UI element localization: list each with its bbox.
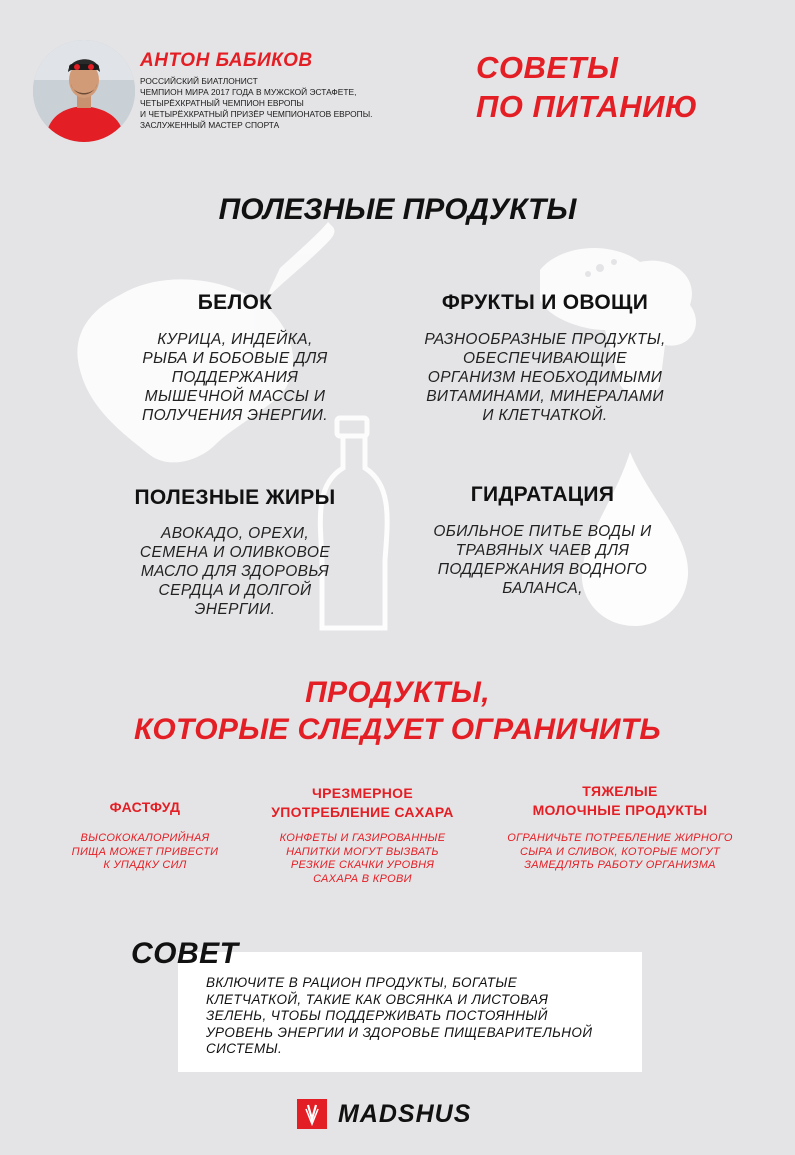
author-bio-line: ЗАСЛУЖЕННЫЙ МАСТЕР СПОРТА bbox=[140, 120, 280, 130]
desc-line: К УПАДКУ СИЛ bbox=[103, 859, 187, 871]
desc-line: ОГРАНИЧЬТЕ ПОТРЕБЛЕНИЕ ЖИРНОГО bbox=[507, 832, 733, 844]
brand-name: MADSHUS bbox=[338, 1100, 472, 1128]
desc-line: ВЫСОКОКАЛОРИЙНАЯ bbox=[80, 832, 210, 844]
limit-title-line: МОЛОЧНЫЕ ПРОДУКТЫ bbox=[532, 802, 708, 818]
tip-text bbox=[206, 975, 626, 1058]
author-bio-line: РОССИЙСКИЙ БИАТЛОНИСТ bbox=[140, 76, 258, 86]
desc-line: ТРАВЯНЫХ ЧАЕВ ДЛЯ bbox=[455, 542, 630, 559]
limit-desc-fastfood bbox=[50, 832, 240, 873]
author-avatar bbox=[33, 40, 135, 142]
author-name: АНТОН БАБИКОВ bbox=[140, 50, 313, 71]
desc-line: ОБИЛЬНОЕ ПИТЬЕ ВОДЫ И bbox=[433, 523, 652, 540]
headline-line: СОВЕТЫ bbox=[476, 50, 619, 85]
tip-line: ЗЕЛЕНЬ, ЧТОБЫ ПОДДЕРЖИВАТЬ ПОСТОЯННЫЙ bbox=[206, 1008, 548, 1023]
limit-title-line: УПОТРЕБЛЕНИЕ САХАРА bbox=[271, 804, 454, 820]
tip-line: СИСТЕМЫ. bbox=[206, 1041, 283, 1056]
category-desc-healthy-fats bbox=[100, 524, 370, 619]
desc-line: СЕМЕНА И ОЛИВКОВОЕ bbox=[139, 544, 331, 561]
limit-title-line: ЧРЕЗМЕРНОЕ bbox=[312, 785, 413, 801]
desc-line: СЕРДЦА И ДОЛГОЙ bbox=[158, 582, 312, 599]
desc-line: РЕЗКИЕ СКАЧКИ УРОВНЯ bbox=[290, 859, 435, 871]
desc-line: ОБЕСПЕЧИВАЮЩИЕ bbox=[462, 350, 628, 367]
tip-line: УРОВЕНЬ ЭНЕРГИИ И ЗДОРОВЬЕ ПИЩЕВАРИТЕЛЬНОЙ bbox=[206, 1024, 593, 1040]
desc-line: НАПИТКИ МОГУТ ВЫЗВАТЬ bbox=[286, 845, 439, 858]
author-bio-line: ЧЕМПИОН МИРА 2017 ГОДА В МУЖСКОЙ ЭСТАФЕТЕ, bbox=[140, 87, 357, 97]
limit-title-sugar bbox=[245, 784, 480, 822]
desc-line: САХАРА В КРОВИ bbox=[313, 872, 412, 885]
limit-desc-sugar bbox=[245, 832, 480, 886]
desc-line: ПОЛУЧЕНИЯ ЭНЕРГИИ. bbox=[142, 407, 328, 424]
desc-line: КОНФЕТЫ И ГАЗИРОВАННЫЕ bbox=[279, 832, 446, 844]
desc-line: АВОКАДО, ОРЕХИ, bbox=[160, 525, 310, 542]
category-desc-protein bbox=[100, 330, 370, 425]
limit-title-fastfood bbox=[50, 798, 240, 817]
category-title-healthy-fats: ПОЛЕЗНЫЕ ЖИРЫ bbox=[134, 486, 336, 509]
brand-logo-icon bbox=[297, 1099, 327, 1129]
desc-line: РЫБА И БОБОВЫЕ ДЛЯ bbox=[142, 350, 328, 367]
desc-line: БАЛАНСА, bbox=[502, 580, 583, 597]
category-title-hydration: ГИДРАТАЦИЯ bbox=[470, 483, 615, 506]
tip-line: КЛЕТЧАТКОЙ, ТАКИЕ КАК ОВСЯНКА И ЛИСТОВАЯ bbox=[206, 991, 549, 1007]
category-desc-fruits-vegetables bbox=[400, 330, 690, 425]
limit-title-line: ПРОДУКТЫ, bbox=[305, 676, 490, 709]
limit-desc-dairy bbox=[490, 832, 750, 873]
page-headline bbox=[476, 48, 698, 126]
author-bio bbox=[140, 76, 430, 131]
ski-logo-icon bbox=[297, 1099, 327, 1129]
desc-line: ЗАМЕДЛЯТЬ РАБОТУ ОРГАНИЗМА bbox=[524, 859, 716, 871]
athlete-portrait-icon bbox=[33, 40, 135, 142]
healthy-section-title: ПОЛЕЗНЫЕ ПРОДУКТЫ bbox=[218, 193, 577, 226]
desc-line: МАСЛО ДЛЯ ЗДОРОВЬЯ bbox=[140, 563, 330, 580]
author-bio-line: ЧЕТЫРЁХКРАТНЫЙ ЧЕМПИОН ЕВРОПЫ bbox=[140, 98, 304, 108]
desc-line: КУРИЦА, ИНДЕЙКА, bbox=[157, 331, 313, 348]
category-desc-hydration bbox=[400, 522, 685, 598]
author-bio-line: И ЧЕТЫРЁХКРАТНЫЙ ПРИЗЁР ЧЕМПИОНАТОВ ЕВРОПЫ. bbox=[140, 109, 373, 119]
desc-line: И КЛЕТЧАТКОЙ. bbox=[482, 407, 608, 424]
desc-line: ПИЩА МОЖЕТ ПРИВЕСТИ bbox=[71, 845, 219, 858]
desc-line: МЫШЕЧНОЙ МАССЫ И bbox=[144, 388, 326, 405]
limit-title-line: ТЯЖЕЛЫЕ bbox=[582, 783, 658, 799]
tip-title: СОВЕТ bbox=[131, 937, 239, 970]
limit-section-title bbox=[0, 674, 795, 748]
desc-line: ЭНЕРГИИ. bbox=[194, 601, 276, 618]
desc-line: ОРГАНИЗМ НЕОБХОДИМЫМИ bbox=[427, 369, 663, 386]
desc-line: ПОДДЕРЖАНИЯ ВОДНОГО bbox=[437, 561, 648, 578]
tip-line: ВКЛЮЧИТЕ В РАЦИОН ПРОДУКТЫ, БОГАТЫЕ bbox=[206, 975, 518, 990]
headline-line: ПО ПИТАНИЮ bbox=[476, 89, 698, 124]
category-title-protein: БЕЛОК bbox=[197, 291, 273, 314]
desc-line: СЫРА И СЛИВОК, КОТОРЫЕ МОГУТ bbox=[519, 845, 720, 858]
desc-line: ПОДДЕРЖАНИЯ bbox=[171, 369, 299, 386]
desc-line: ВИТАМИНАМИ, МИНЕРАЛАМИ bbox=[426, 388, 664, 405]
desc-line: РАЗНООБРАЗНЫЕ ПРОДУКТЫ, bbox=[424, 331, 666, 348]
limit-title-dairy bbox=[490, 782, 750, 820]
limit-title-line: ФАСТФУД bbox=[109, 799, 181, 815]
limit-title-line: КОТОРЫЕ СЛЕДУЕТ ОГРАНИЧИТЬ bbox=[134, 713, 661, 746]
category-title-fruits-vegetables: ФРУКТЫ И ОВОЩИ bbox=[441, 291, 649, 314]
